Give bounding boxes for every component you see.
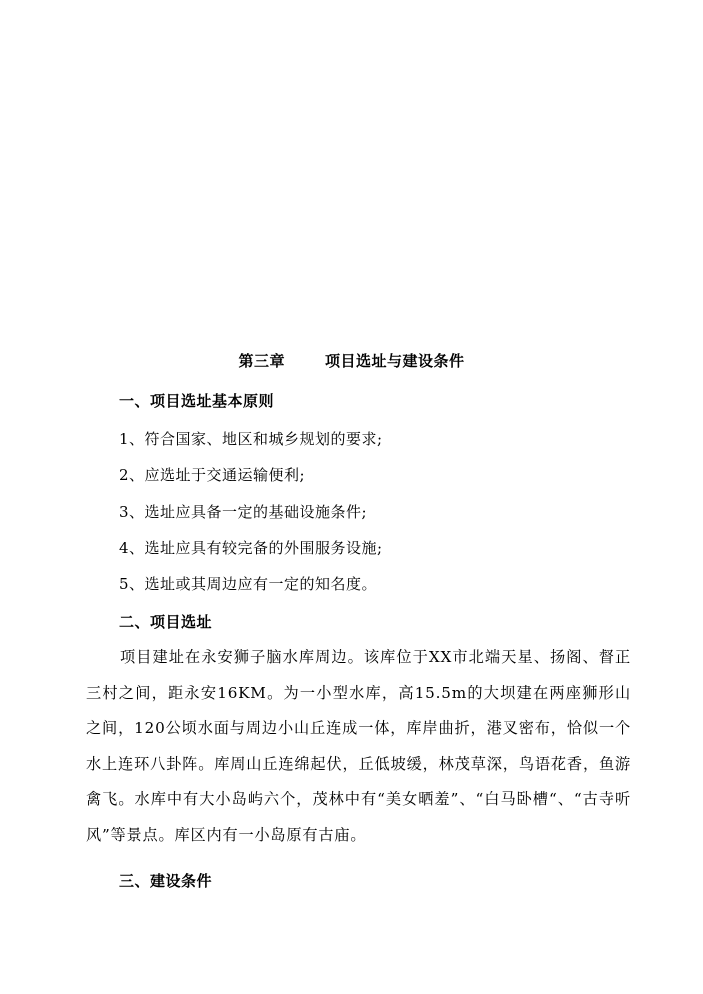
principle-item-3: 3、选址应具备一定的基础设施条件; (119, 503, 368, 521)
principle-item-5: 5、选址或其周边应有一定的知名度。 (119, 575, 378, 593)
section3-heading: 三、建设条件 (119, 872, 213, 890)
section2-heading: 二、项目选址 (119, 613, 213, 631)
site-paragraph: 项目建址在永安狮子脑水库周边。该库位于XX市北端天星、扬阁、督正三村之间，距永安16KM。为一小型水库，高15.5m的大坝建在两座狮形山之间，120公顷水面与周边小山丘连成一体，库岸曲折，港叉密布，恰似一个水上连环八卦阵。库周山丘连绵起伏，丘低坡缓，林茂草深，鸟语花香，鱼游禽飞。水库中有大小岛屿六个，茂林中有“美女晒羞”、“白马卧槽“、“古寺听风”等景点。库区内有一小岛原有古庙。 (86, 648, 631, 844)
principle-item-1: 1、符合国家、地区和城乡规划的要求; (119, 430, 383, 448)
principle-item-4: 4、选址应具有较完备的外围服务设施; (119, 539, 383, 557)
chapter-number: 第三章 (238, 352, 285, 370)
chapter-title (0, 350, 703, 371)
principle-item-2: 2、应选址于交通运输便利; (119, 466, 306, 484)
chapter-name: 项目选址与建设条件 (325, 352, 465, 370)
section1-heading: 一、项目选址基本原则 (119, 392, 275, 410)
